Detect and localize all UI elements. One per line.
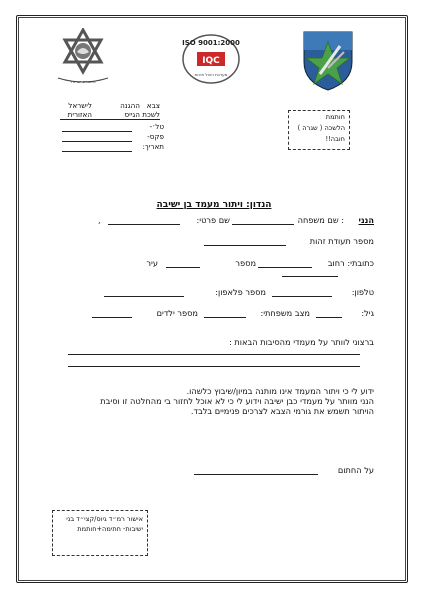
- cellphone-field[interactable]: [104, 296, 184, 297]
- phone-number-field[interactable]: [272, 296, 332, 297]
- first-name-field[interactable]: [108, 224, 180, 225]
- heading-word: הגייס: [124, 110, 140, 119]
- approval-text: אישור רמ״ד גיוס/קצי״ד בני: [66, 515, 143, 523]
- id-number-label: מספר תעודת זהות: [309, 236, 374, 246]
- declaration-line: ידוע לי כי ויתור המעמד אינו מותנה במיון/שיבוץ כלשהו.: [186, 386, 374, 396]
- declaration-line: הנני מוותר על מעמדי כבן ישיבה וידוע לי כי לא אוכל לחזור בי מהחלטה זו וסיבת: [100, 396, 374, 406]
- shield-emblem-logo: [300, 28, 356, 92]
- last-name-label: : שם משפחה: [297, 215, 344, 225]
- phone-label: טל׳-: [149, 122, 164, 131]
- fax-line[interactable]: [62, 141, 132, 142]
- children-count-field[interactable]: [92, 317, 132, 318]
- children-count-label: מספר ילדים: [156, 308, 198, 318]
- svg-text:מערכת ניהול איכות: מערכת ניהול איכות: [194, 72, 228, 77]
- heading-word: צבא: [146, 101, 160, 110]
- signature-label: על החתום: [337, 465, 374, 475]
- svg-text:משטרת ישראל: משטרת ישראל: [70, 79, 96, 84]
- iso-certification-logo: [178, 32, 244, 86]
- house-number-field[interactable]: [166, 267, 200, 268]
- approval-text: ישיבות- חתימה+חותמת: [77, 525, 143, 533]
- street-field[interactable]: [258, 267, 312, 268]
- line1-comma: ,: [98, 215, 101, 225]
- svg-text:IQC: IQC: [202, 56, 220, 66]
- phone-line[interactable]: [62, 131, 132, 132]
- first-name-label: שם פרטי:: [196, 215, 230, 225]
- phone-number-label: טלפון:: [351, 287, 374, 297]
- declaration-line: הויתור תשמש את גורמי הצבא לצרכים פנימיים בלבד.: [190, 406, 374, 416]
- heading-word: ההגנה: [120, 101, 140, 110]
- title-text: הנדון: ויתור מעמד בן ישיבה: [156, 200, 272, 210]
- date-line[interactable]: [62, 151, 132, 152]
- stamp-box-text: חותמת: [325, 113, 345, 121]
- reasons-line[interactable]: [68, 366, 360, 367]
- heading-word: לשכת: [142, 110, 160, 119]
- city-label: עיר: [146, 258, 158, 268]
- heading-word: לישראל: [68, 101, 92, 110]
- document-title: [140, 192, 288, 211]
- office-stamp-box: [288, 110, 350, 150]
- heading-word: האזורית: [67, 110, 92, 119]
- street-label: כתובתי: רחוב: [327, 258, 374, 268]
- last-name-field[interactable]: [232, 224, 294, 225]
- approval-stamp-box: [52, 510, 148, 556]
- city-field[interactable]: [282, 276, 338, 277]
- stamp-box-text: הלשכה ( שגרה ): [297, 124, 345, 132]
- reasons-label: ברצוני לוותר על מעמדי מהסיבות הבאות :: [229, 337, 374, 347]
- stamp-box-text: חובה!!: [325, 135, 345, 143]
- svg-text:ISO 9001:2000: ISO 9001:2000: [182, 39, 240, 47]
- fax-label: פקס-: [147, 132, 164, 141]
- marital-status-field[interactable]: [204, 317, 246, 318]
- age-field[interactable]: [316, 317, 342, 318]
- id-number-field[interactable]: [204, 245, 286, 246]
- heading-underline: [60, 119, 160, 120]
- cellphone-label: מספר פלאפון:: [215, 287, 266, 297]
- marital-status-label: מצב משפחתי:: [260, 308, 310, 318]
- age-label: גיל:: [361, 308, 374, 318]
- signature-field[interactable]: [194, 474, 318, 475]
- reasons-line[interactable]: [68, 354, 360, 355]
- line1-prefix: הנני: [358, 215, 374, 225]
- house-number-label: מספר: [235, 258, 256, 268]
- star-emblem-logo: [52, 28, 114, 84]
- date-label: תאריך:: [142, 142, 164, 151]
